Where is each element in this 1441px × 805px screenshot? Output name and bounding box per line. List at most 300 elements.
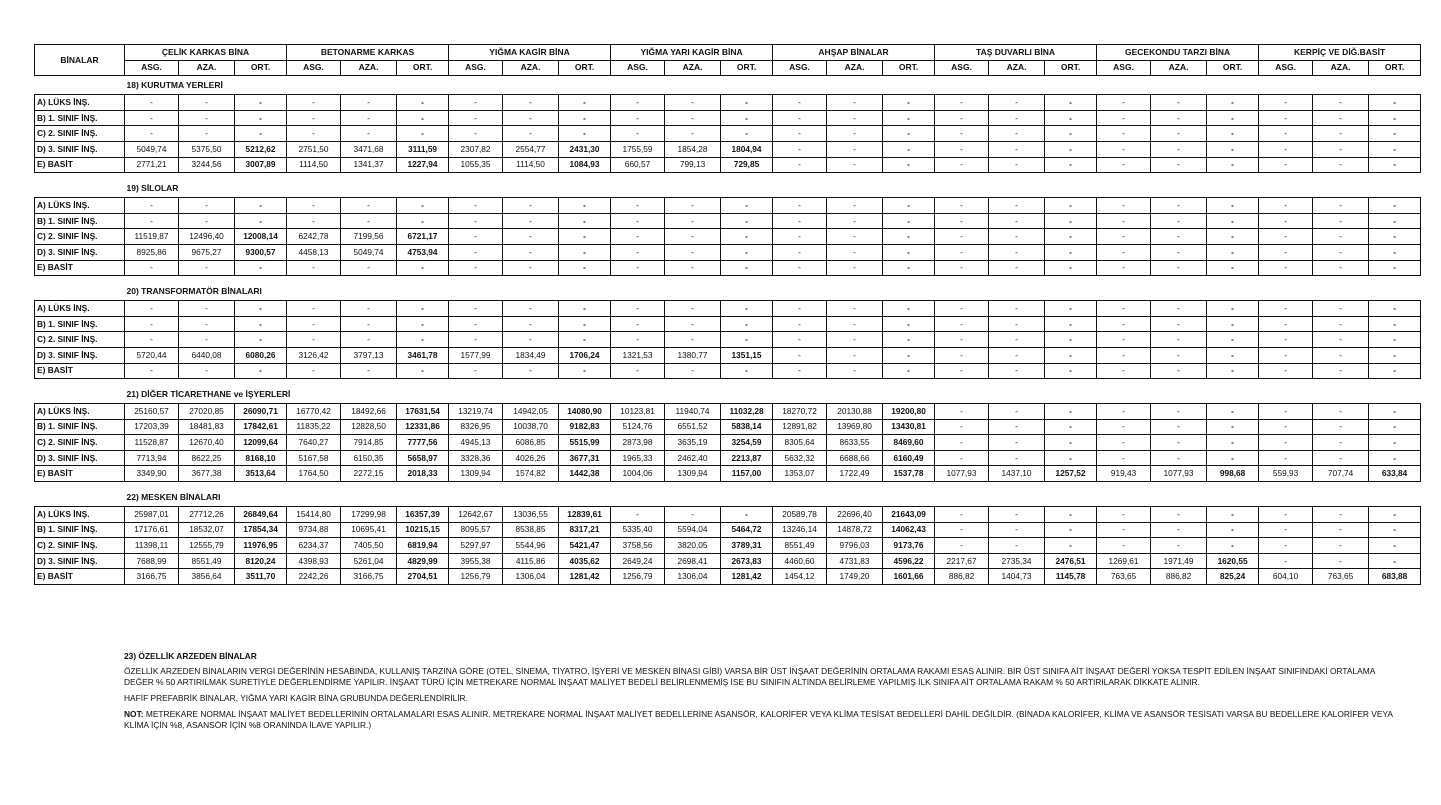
value-cell: - <box>1207 213 1259 229</box>
value-cell: 12839,61 <box>559 507 611 523</box>
row-label: E) BASİT <box>35 363 125 379</box>
value-cell: - <box>1207 260 1259 276</box>
value-cell: - <box>989 260 1045 276</box>
value-cell: - <box>935 404 989 420</box>
value-cell: - <box>773 316 827 332</box>
value-cell: - <box>559 316 611 332</box>
value-cell: 6160,49 <box>883 450 935 466</box>
value-cell: 18270,72 <box>773 404 827 420</box>
value-cell: - <box>1045 363 1097 379</box>
value-cell: 1971,49 <box>1151 553 1207 569</box>
value-cell: - <box>125 95 179 111</box>
row-label: A) LÜKS İNŞ. <box>35 301 125 317</box>
value-cell: - <box>397 213 449 229</box>
value-cell: 21643,09 <box>883 507 935 523</box>
value-cell: 8168,10 <box>235 450 287 466</box>
value-cell: - <box>773 363 827 379</box>
value-cell: - <box>125 301 179 317</box>
value-cell: - <box>989 332 1045 348</box>
table-row <box>35 569 1421 585</box>
cost-table-document <box>34 44 1406 585</box>
value-cell: - <box>611 316 665 332</box>
value-cell: 1321,53 <box>611 347 665 363</box>
value-cell: - <box>287 316 341 332</box>
value-cell: - <box>287 260 341 276</box>
value-cell: 8622,25 <box>179 450 235 466</box>
value-cell: - <box>935 332 989 348</box>
value-cell: - <box>287 332 341 348</box>
header-sub: ASG. <box>935 60 989 76</box>
value-cell: - <box>1259 198 1313 214</box>
value-cell: - <box>341 198 397 214</box>
value-cell: - <box>503 316 559 332</box>
header-group: KERPİÇ VE DİĞ.BASİT <box>1259 45 1421 61</box>
value-cell: - <box>611 507 665 523</box>
value-cell: - <box>611 260 665 276</box>
row-label: D) 3. SINIF İNŞ. <box>35 347 125 363</box>
value-cell: - <box>1369 538 1421 554</box>
value-cell: 13246,14 <box>773 522 827 538</box>
value-cell: - <box>125 363 179 379</box>
value-cell: - <box>1369 95 1421 111</box>
value-cell: - <box>449 110 503 126</box>
value-cell: - <box>883 157 935 173</box>
value-cell: - <box>1045 260 1097 276</box>
value-cell: 9173,76 <box>883 538 935 554</box>
value-cell: 12828,50 <box>341 419 397 435</box>
value-cell: - <box>1369 363 1421 379</box>
row-label: A) LÜKS İNŞ. <box>35 198 125 214</box>
value-cell: - <box>1259 157 1313 173</box>
value-cell: 3254,59 <box>721 435 773 451</box>
value-cell: - <box>665 110 721 126</box>
header-sub: AZA. <box>989 60 1045 76</box>
value-cell: - <box>1259 229 1313 245</box>
value-cell: - <box>611 363 665 379</box>
value-cell: 1084,93 <box>559 157 611 173</box>
value-cell: - <box>1369 126 1421 142</box>
value-cell: - <box>1045 126 1097 142</box>
value-cell: - <box>1097 260 1151 276</box>
value-cell: - <box>1151 404 1207 420</box>
value-cell: - <box>1151 435 1207 451</box>
value-cell: - <box>1207 126 1259 142</box>
value-cell: - <box>827 157 883 173</box>
table-row <box>35 213 1421 229</box>
section-heading-row <box>35 385 1421 404</box>
header-group: GECEKONDU TARZI BİNA <box>1097 45 1259 61</box>
value-cell: 1965,33 <box>611 450 665 466</box>
value-cell: - <box>1151 363 1207 379</box>
value-cell: - <box>1045 507 1097 523</box>
value-cell: 729,85 <box>721 157 773 173</box>
value-cell: - <box>611 229 665 245</box>
value-cell: - <box>989 538 1045 554</box>
value-cell: 18532,07 <box>179 522 235 538</box>
value-cell: - <box>235 198 287 214</box>
value-cell: - <box>989 301 1045 317</box>
value-cell: - <box>611 198 665 214</box>
value-cell: - <box>559 301 611 317</box>
value-cell: - <box>989 435 1045 451</box>
value-cell: - <box>1259 213 1313 229</box>
value-cell: 1257,52 <box>1045 466 1097 482</box>
value-cell: 26849,64 <box>235 507 287 523</box>
value-cell: - <box>397 110 449 126</box>
value-cell: - <box>397 198 449 214</box>
value-cell: - <box>989 316 1045 332</box>
value-cell: - <box>559 363 611 379</box>
value-cell: - <box>1151 260 1207 276</box>
value-cell: 2242,26 <box>287 569 341 585</box>
table-row <box>35 126 1421 142</box>
value-cell: - <box>1369 229 1421 245</box>
value-cell: - <box>935 126 989 142</box>
value-cell: 3856,64 <box>179 569 235 585</box>
value-cell: 2751,50 <box>287 141 341 157</box>
value-cell: 1256,79 <box>449 569 503 585</box>
value-cell: - <box>935 244 989 260</box>
value-cell: - <box>125 198 179 214</box>
value-cell: - <box>935 538 989 554</box>
value-cell: 12891,82 <box>773 419 827 435</box>
value-cell: - <box>1313 347 1369 363</box>
value-cell: 6242,78 <box>287 229 341 245</box>
value-cell: 1437,10 <box>989 466 1045 482</box>
value-cell: - <box>721 332 773 348</box>
value-cell: - <box>397 260 449 276</box>
value-cell: 9796,03 <box>827 538 883 554</box>
value-cell: - <box>235 110 287 126</box>
notes-section <box>124 651 1406 736</box>
value-cell: - <box>935 450 989 466</box>
value-cell: - <box>449 126 503 142</box>
value-cell: 7688,99 <box>125 553 179 569</box>
value-cell: - <box>341 126 397 142</box>
value-cell: 3513,64 <box>235 466 287 482</box>
value-cell: - <box>1313 198 1369 214</box>
header-group: YIĞMA YARI KAGİR BİNA <box>611 45 773 61</box>
table-row <box>35 404 1421 420</box>
row-label: B) 1. SINIF İNŞ. <box>35 522 125 538</box>
value-cell: - <box>1313 507 1369 523</box>
value-cell: - <box>235 126 287 142</box>
value-cell: - <box>1045 450 1097 466</box>
value-cell: - <box>721 198 773 214</box>
value-cell: - <box>1045 419 1097 435</box>
value-cell: - <box>773 332 827 348</box>
value-cell: - <box>935 435 989 451</box>
value-cell: - <box>1259 347 1313 363</box>
value-cell: 6234,37 <box>287 538 341 554</box>
value-cell: 22696,40 <box>827 507 883 523</box>
value-cell: - <box>665 316 721 332</box>
table-row <box>35 553 1421 569</box>
value-cell: 3111,59 <box>397 141 449 157</box>
value-cell: - <box>1151 244 1207 260</box>
value-cell: 2018,33 <box>397 466 449 482</box>
value-cell: - <box>1097 347 1151 363</box>
value-cell: 8633,55 <box>827 435 883 451</box>
value-cell: - <box>449 213 503 229</box>
value-cell: 5124,76 <box>611 419 665 435</box>
value-cell: 1620,55 <box>1207 553 1259 569</box>
value-cell: - <box>1207 363 1259 379</box>
value-cell: 9300,57 <box>235 244 287 260</box>
value-cell: 5297,97 <box>449 538 503 554</box>
header-sub: ASG. <box>773 60 827 76</box>
table-row <box>35 522 1421 538</box>
value-cell: - <box>503 110 559 126</box>
value-cell: - <box>341 95 397 111</box>
value-cell: 13969,80 <box>827 419 883 435</box>
value-cell: - <box>1259 316 1313 332</box>
value-cell: - <box>397 316 449 332</box>
value-cell: - <box>1259 95 1313 111</box>
value-cell: - <box>179 213 235 229</box>
value-cell: 5049,74 <box>125 141 179 157</box>
value-cell: - <box>1259 126 1313 142</box>
value-cell: 5658,97 <box>397 450 449 466</box>
header-sub: ORT. <box>1045 60 1097 76</box>
value-cell: 5212,62 <box>235 141 287 157</box>
value-cell: 1404,73 <box>989 569 1045 585</box>
value-cell: 3349,90 <box>125 466 179 482</box>
value-cell: - <box>287 95 341 111</box>
value-cell: - <box>559 110 611 126</box>
value-cell: 3244,56 <box>179 157 235 173</box>
value-cell: 12496,40 <box>179 229 235 245</box>
value-cell: - <box>1045 141 1097 157</box>
value-cell: 8120,24 <box>235 553 287 569</box>
value-cell: - <box>235 332 287 348</box>
value-cell: 1749,20 <box>827 569 883 585</box>
value-cell: 8095,57 <box>449 522 503 538</box>
value-cell: - <box>935 95 989 111</box>
section-heading-row <box>35 282 1421 301</box>
value-cell: - <box>235 260 287 276</box>
value-cell: - <box>397 332 449 348</box>
value-cell: 1341,37 <box>341 157 397 173</box>
value-cell: - <box>235 95 287 111</box>
value-cell: - <box>1313 316 1369 332</box>
value-cell: 5049,74 <box>341 244 397 260</box>
construction-cost-table <box>34 44 1421 585</box>
value-cell: - <box>827 301 883 317</box>
value-cell: - <box>935 419 989 435</box>
value-cell: - <box>1097 198 1151 214</box>
value-cell: - <box>827 244 883 260</box>
header-group: TAŞ DUVARLI BİNA <box>935 45 1097 61</box>
value-cell: - <box>1207 95 1259 111</box>
value-cell: 4731,83 <box>827 553 883 569</box>
value-cell: - <box>125 332 179 348</box>
value-cell: 8326,95 <box>449 419 503 435</box>
value-cell: - <box>1151 301 1207 317</box>
value-cell: - <box>1151 522 1207 538</box>
value-cell: 2735,34 <box>989 553 1045 569</box>
value-cell: - <box>665 244 721 260</box>
value-cell: - <box>1151 157 1207 173</box>
value-cell: - <box>989 229 1045 245</box>
value-cell: 13430,81 <box>883 419 935 435</box>
header-sub: AZA. <box>1151 60 1207 76</box>
value-cell: 604,10 <box>1259 569 1313 585</box>
table-row <box>35 419 1421 435</box>
value-cell: - <box>665 126 721 142</box>
value-cell: - <box>1259 244 1313 260</box>
value-cell: - <box>665 229 721 245</box>
row-label: A) LÜKS İNŞ. <box>35 95 125 111</box>
value-cell: - <box>827 141 883 157</box>
value-cell: - <box>665 260 721 276</box>
table-row <box>35 244 1421 260</box>
value-cell: - <box>1151 229 1207 245</box>
header-sub: ASG. <box>1259 60 1313 76</box>
value-cell: - <box>721 110 773 126</box>
value-cell: - <box>665 198 721 214</box>
value-cell: - <box>1097 404 1151 420</box>
value-cell: 8551,49 <box>773 538 827 554</box>
value-cell: 8551,49 <box>179 553 235 569</box>
value-cell: - <box>1369 244 1421 260</box>
value-cell: 5261,04 <box>341 553 397 569</box>
value-cell: - <box>721 95 773 111</box>
value-cell: 3955,38 <box>449 553 503 569</box>
value-cell: - <box>1207 538 1259 554</box>
value-cell: - <box>1313 260 1369 276</box>
value-cell: - <box>559 229 611 245</box>
value-cell: - <box>721 507 773 523</box>
value-cell: 6080,26 <box>235 347 287 363</box>
value-cell: - <box>883 198 935 214</box>
value-cell: 6440,08 <box>179 347 235 363</box>
value-cell: - <box>559 198 611 214</box>
value-cell: 3328,36 <box>449 450 503 466</box>
table-row <box>35 229 1421 245</box>
value-cell: - <box>1259 419 1313 435</box>
value-cell: - <box>397 301 449 317</box>
value-cell: - <box>827 332 883 348</box>
value-cell: - <box>1045 229 1097 245</box>
row-label: C) 2. SINIF İNŞ. <box>35 538 125 554</box>
value-cell: 1055,35 <box>449 157 503 173</box>
value-cell: - <box>883 229 935 245</box>
value-cell: 6819,94 <box>397 538 449 554</box>
value-cell: 763,65 <box>1313 569 1369 585</box>
value-cell: - <box>773 141 827 157</box>
value-cell: - <box>989 141 1045 157</box>
value-cell: - <box>1313 157 1369 173</box>
value-cell: - <box>827 363 883 379</box>
value-cell: - <box>989 450 1045 466</box>
value-cell: - <box>179 316 235 332</box>
value-cell: - <box>773 198 827 214</box>
value-cell: - <box>773 110 827 126</box>
value-cell: - <box>827 213 883 229</box>
value-cell: - <box>1369 347 1421 363</box>
value-cell: - <box>611 126 665 142</box>
table-row <box>35 95 1421 111</box>
value-cell: - <box>1045 332 1097 348</box>
row-label: C) 2. SINIF İNŞ. <box>35 229 125 245</box>
value-cell: - <box>665 213 721 229</box>
value-cell: - <box>827 229 883 245</box>
value-cell: - <box>1045 198 1097 214</box>
section-title: 21) DİĞER TİCARETHANE ve İŞYERLERİ <box>126 389 291 400</box>
header-row-sub <box>35 60 1421 76</box>
value-cell: 886,82 <box>1151 569 1207 585</box>
value-cell: 1004,06 <box>611 466 665 482</box>
value-cell: - <box>1369 507 1421 523</box>
value-cell: 5375,50 <box>179 141 235 157</box>
value-cell: - <box>935 347 989 363</box>
value-cell: - <box>935 229 989 245</box>
value-cell: 2704,51 <box>397 569 449 585</box>
value-cell: - <box>1151 110 1207 126</box>
value-cell: 1454,12 <box>773 569 827 585</box>
table-row <box>35 316 1421 332</box>
value-cell: 12555,79 <box>179 538 235 554</box>
row-label: E) BASİT <box>35 569 125 585</box>
note-label: NOT: <box>124 709 144 719</box>
value-cell: - <box>1151 316 1207 332</box>
value-cell: - <box>883 110 935 126</box>
value-cell: - <box>1369 301 1421 317</box>
value-cell: - <box>1151 95 1207 111</box>
value-cell: 1269,61 <box>1097 553 1151 569</box>
header-sub: ORT. <box>235 60 287 76</box>
value-cell: - <box>935 213 989 229</box>
value-cell: - <box>935 363 989 379</box>
value-cell: - <box>559 213 611 229</box>
value-cell: 9734,88 <box>287 522 341 538</box>
value-cell: 825,24 <box>1207 569 1259 585</box>
value-cell: 2698,41 <box>665 553 721 569</box>
value-cell: 8538,85 <box>503 522 559 538</box>
value-cell: 19200,80 <box>883 404 935 420</box>
value-cell: 7777,56 <box>397 435 449 451</box>
value-cell: - <box>1097 95 1151 111</box>
notes-title: 23) ÖZELLİK ARZEDEN BİNALAR <box>124 651 257 661</box>
value-cell: 1077,93 <box>935 466 989 482</box>
value-cell: - <box>1151 419 1207 435</box>
value-cell: - <box>1097 507 1151 523</box>
value-cell: 2431,30 <box>559 141 611 157</box>
value-cell: 18492,66 <box>341 404 397 420</box>
value-cell: - <box>721 229 773 245</box>
value-cell: - <box>1313 363 1369 379</box>
header-sub: AZA. <box>179 60 235 76</box>
value-cell: - <box>235 363 287 379</box>
value-cell: - <box>1207 157 1259 173</box>
value-cell: - <box>1045 316 1097 332</box>
value-cell: - <box>1313 244 1369 260</box>
value-cell: - <box>1259 363 1313 379</box>
value-cell: - <box>721 316 773 332</box>
value-cell: 2673,83 <box>721 553 773 569</box>
value-cell: - <box>1207 198 1259 214</box>
row-label: B) 1. SINIF İNŞ. <box>35 419 125 435</box>
value-cell: - <box>1313 553 1369 569</box>
value-cell: - <box>503 126 559 142</box>
value-cell: - <box>1097 213 1151 229</box>
value-cell: - <box>503 244 559 260</box>
value-cell: - <box>773 213 827 229</box>
value-cell: 27020,85 <box>179 404 235 420</box>
value-cell: - <box>1045 522 1097 538</box>
value-cell: - <box>827 198 883 214</box>
